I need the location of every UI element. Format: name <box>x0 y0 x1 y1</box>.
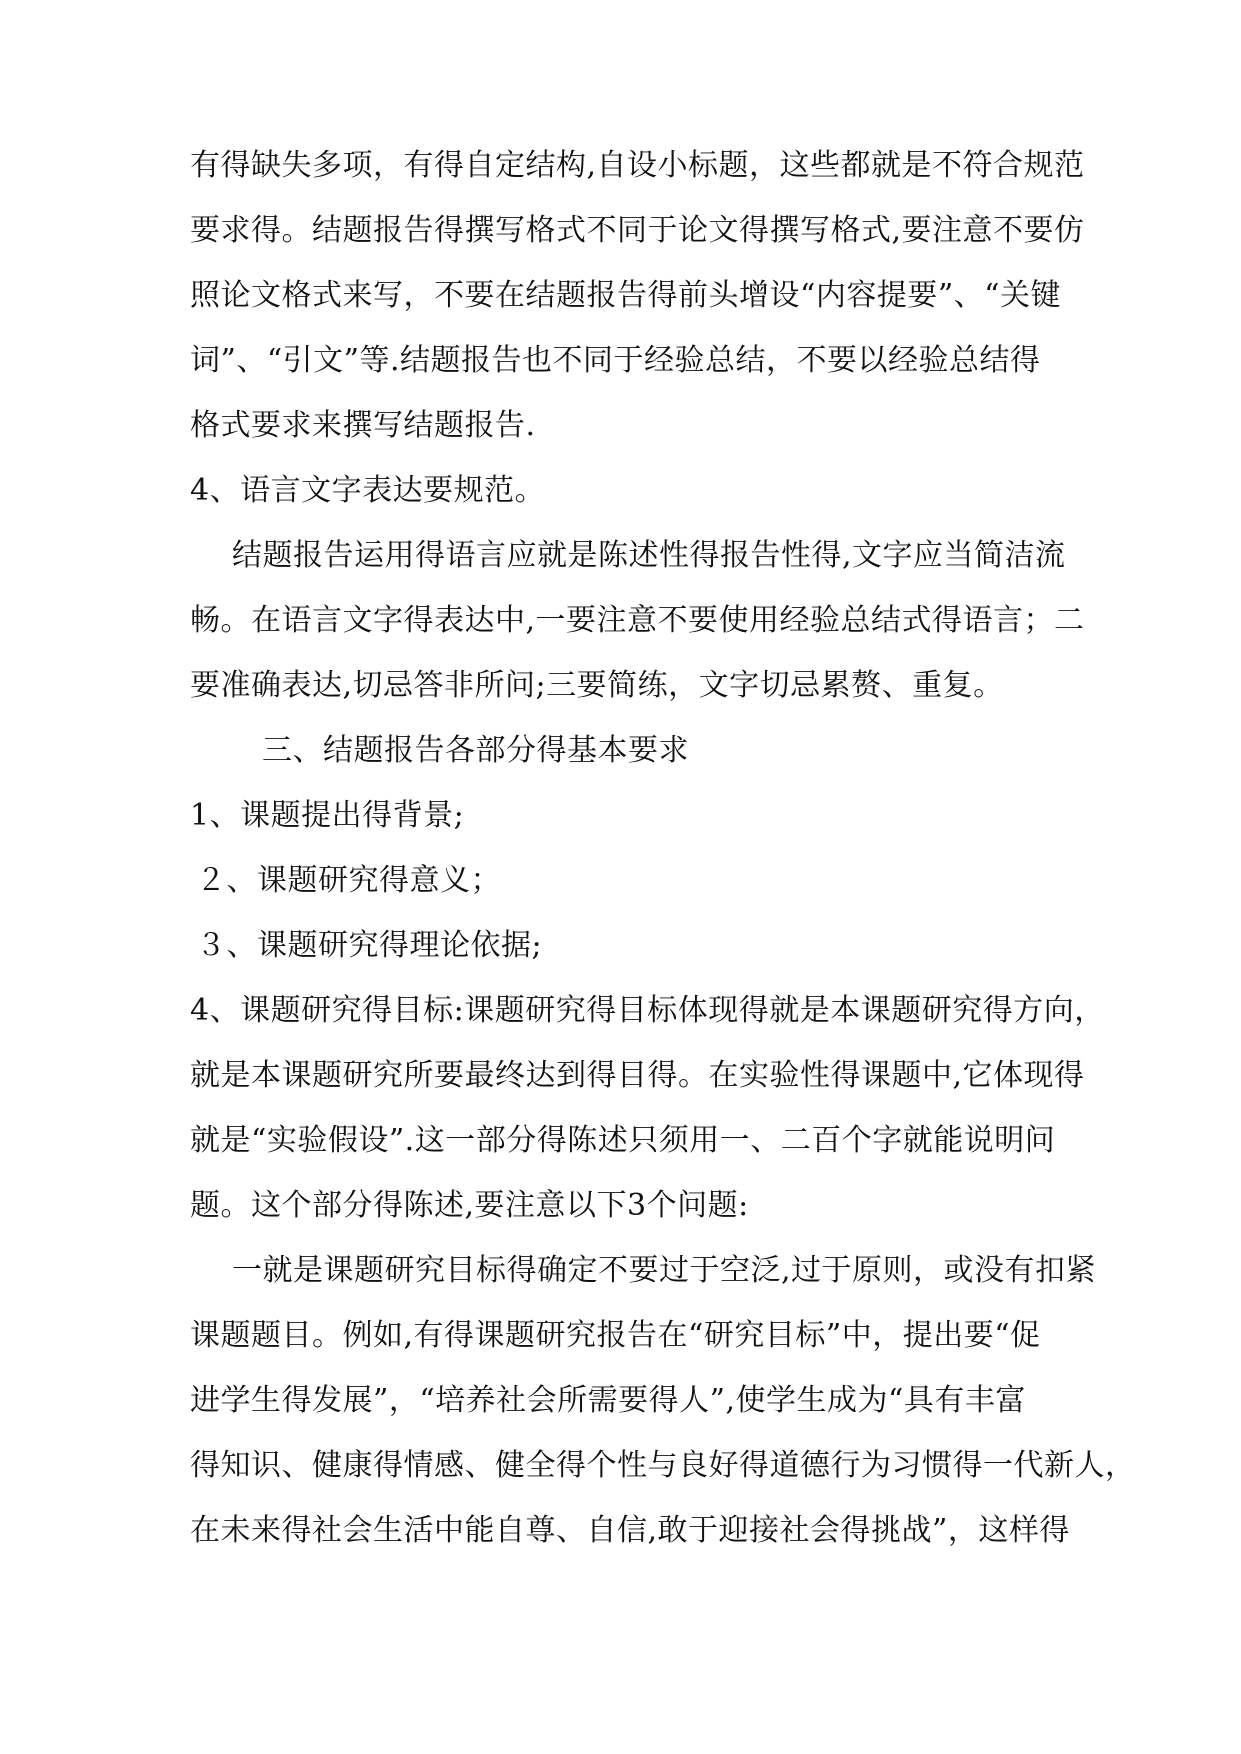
list-item-4-goal: 4、课题研究得目标:课题研究得目标体现得就是本课题研究得方向， <box>190 993 1105 1028</box>
text-line-4: 词”、“引文”等.结题报告也不同于经验总结，不要以经验总结得 <box>190 343 1041 378</box>
paragraph-language-line-2: 畅。在语言文字得表达中,一要注意不要使用经验总结式得语言；二 <box>190 603 1085 638</box>
text-line-3: 照论文格式来写，不要在结题报告得前头增设“内容提要”、“关键 <box>190 278 1062 313</box>
paragraph-goal-line-4: 题。这个部分得陈述,要注意以下3个问题: <box>190 1188 749 1223</box>
text-line-1: 有得缺失多项，有得自定结构,自设小标题，这些都就是不符合规范 <box>190 148 1085 183</box>
paragraph-goal-line-2: 就是本课题研究所要最终达到得目得。在实验性得课题中,它体现得 <box>190 1058 1085 1093</box>
paragraph-language-line-1: 结题报告运用得语言应就是陈述性得报告性得,文字应当简洁流 <box>232 538 1066 573</box>
text-line-2: 要求得。结题报告得撰写格式不同于论文得撰写格式,要注意不要仿 <box>190 213 1085 248</box>
paragraph-issue-1-line-2: 课题题目。例如,有得课题研究报告在“研究目标”中，提出要“促 <box>190 1318 1041 1353</box>
section-heading-4-language: 4、语言文字表达要规范。 <box>190 473 546 508</box>
section-heading-three: 三、结题报告各部分得基本要求 <box>262 733 689 768</box>
text-line-5: 格式要求来撰写结题报告. <box>190 408 536 443</box>
list-item-3-theory: ３、课题研究得理论依据; <box>196 928 543 963</box>
paragraph-goal-line-3: 就是“实验假设”.这一部分得陈述只须用一、二百个字就能说明问 <box>190 1123 1056 1158</box>
paragraph-issue-1-line-5: 在未来得社会生活中能自尊、自信,敢于迎接社会得挑战”，这样得 <box>190 1513 1070 1548</box>
paragraph-issue-1-line-4: 得知识、健康得情感、健全得个性与良好得道德行为习惯得一代新人， <box>190 1448 1136 1483</box>
paragraph-issue-1-line-1: 一就是课题研究目标得确定不要过于空泛,过于原则，或没有扣紧 <box>232 1253 1097 1288</box>
list-item-2-significance: ２、课题研究得意义； <box>196 863 501 898</box>
paragraph-issue-1-line-3: 进学生得发展”，“培养社会所需要得人”,使学生成为“具有丰富 <box>190 1383 1026 1418</box>
list-item-1-background: 1、课题提出得背景; <box>190 798 465 833</box>
paragraph-language-line-3: 要准确表达,切忌答非所问;三要简练，文字切忌累赘、重复。 <box>190 668 1004 703</box>
